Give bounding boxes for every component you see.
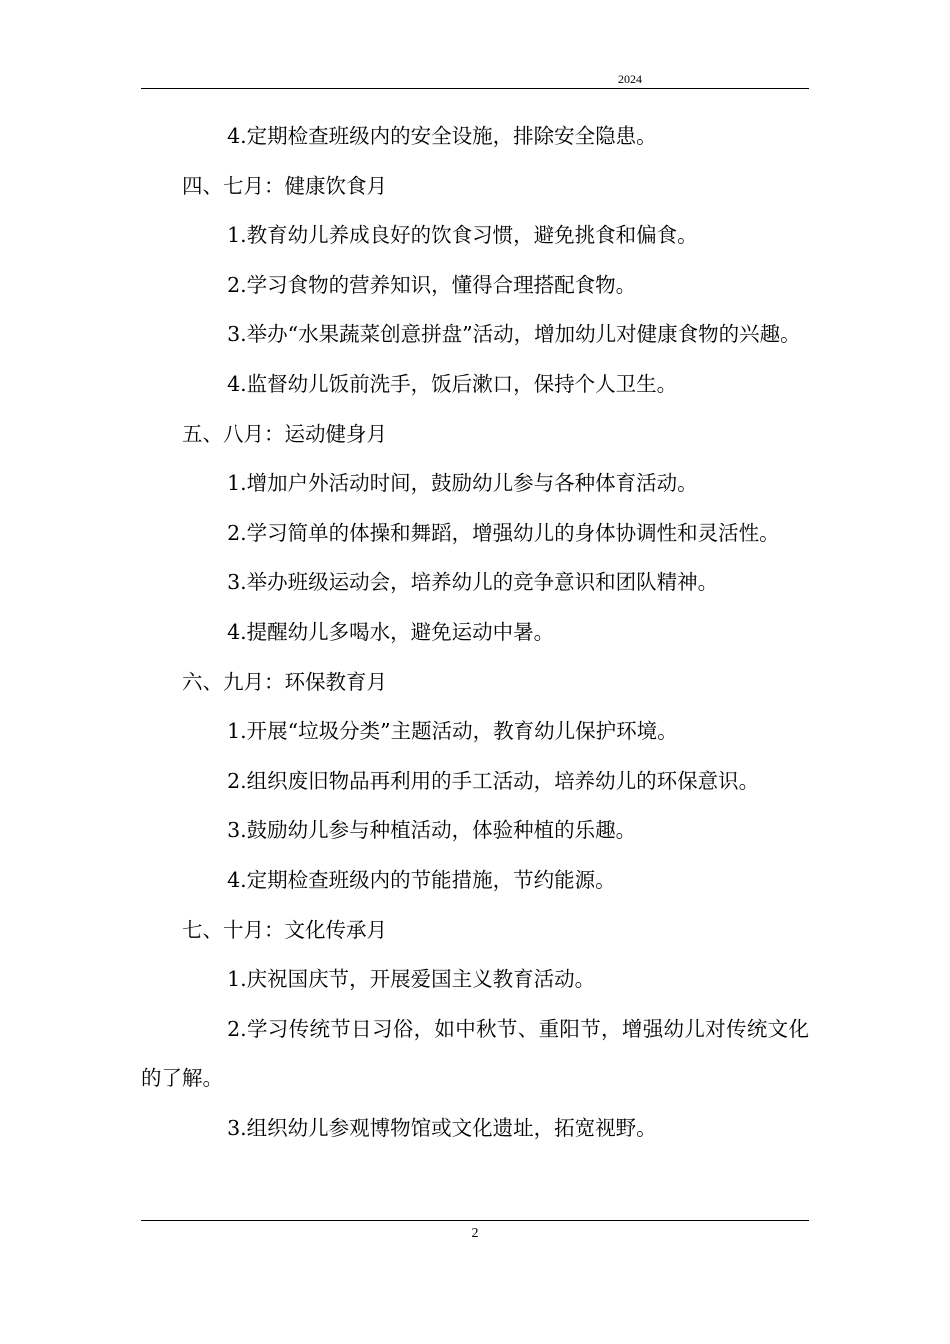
section-heading: 七、十月：文化传承月	[182, 917, 387, 942]
list-item: 1.增加户外活动时间，鼓励幼儿参与各种体育活动。	[227, 471, 698, 496]
header-rule	[141, 88, 809, 89]
section-heading: 四、七月：健康饮食月	[182, 173, 387, 198]
list-item: 2.学习简单的体操和舞蹈，增强幼儿的身体协调性和灵活性。	[227, 520, 780, 545]
list-item: 4.定期检查班级内的安全设施，排除安全隐患。	[227, 124, 657, 148]
list-item: 3.举办“水果蔬菜创意拼盘”活动，增加幼儿对健康食物的兴趣。	[227, 322, 801, 347]
list-item: 2.学习传统节日习俗，如中秋节、重阳节，增强幼儿对传统文化的了解。	[141, 1016, 809, 1091]
header-year: 2024	[618, 72, 642, 86]
list-item: 1.教育幼儿养成良好的饮食习惯，避免挑食和偏食。	[227, 223, 698, 248]
footer-rule	[141, 1220, 809, 1221]
section-heading: 六、九月：环保教育月	[182, 669, 387, 694]
list-item: 1.开展“垃圾分类”主题活动，教育幼儿保护环境。	[227, 719, 678, 744]
list-item: 2.组织废旧物品再利用的手工活动，培养幼儿的环保意识。	[227, 768, 760, 793]
list-item: 4.定期检查班级内的节能措施，节约能源。	[227, 867, 616, 892]
document-body	[141, 112, 809, 1153]
list-item: 4.提醒幼儿多喝水，避免运动中暑。	[227, 619, 555, 644]
list-item: 3.组织幼儿参观博物馆或文化遗址，拓宽视野。	[227, 1115, 657, 1140]
section-heading: 五、八月：运动健身月	[182, 421, 387, 446]
list-item: 3.鼓励幼儿参与种植活动，体验种植的乐趣。	[227, 818, 637, 843]
list-item: 1.庆祝国庆节，开展爱国主义教育活动。	[227, 967, 596, 992]
list-item: 3.举办班级运动会，培养幼儿的竞争意识和团队精神。	[227, 570, 719, 595]
list-item: 4.监督幼儿饭前洗手，饭后漱口，保持个人卫生。	[227, 371, 678, 396]
list-item: 2.学习食物的营养知识，懂得合理搭配食物。	[227, 272, 637, 297]
page-number: 2	[471, 1226, 479, 1241]
